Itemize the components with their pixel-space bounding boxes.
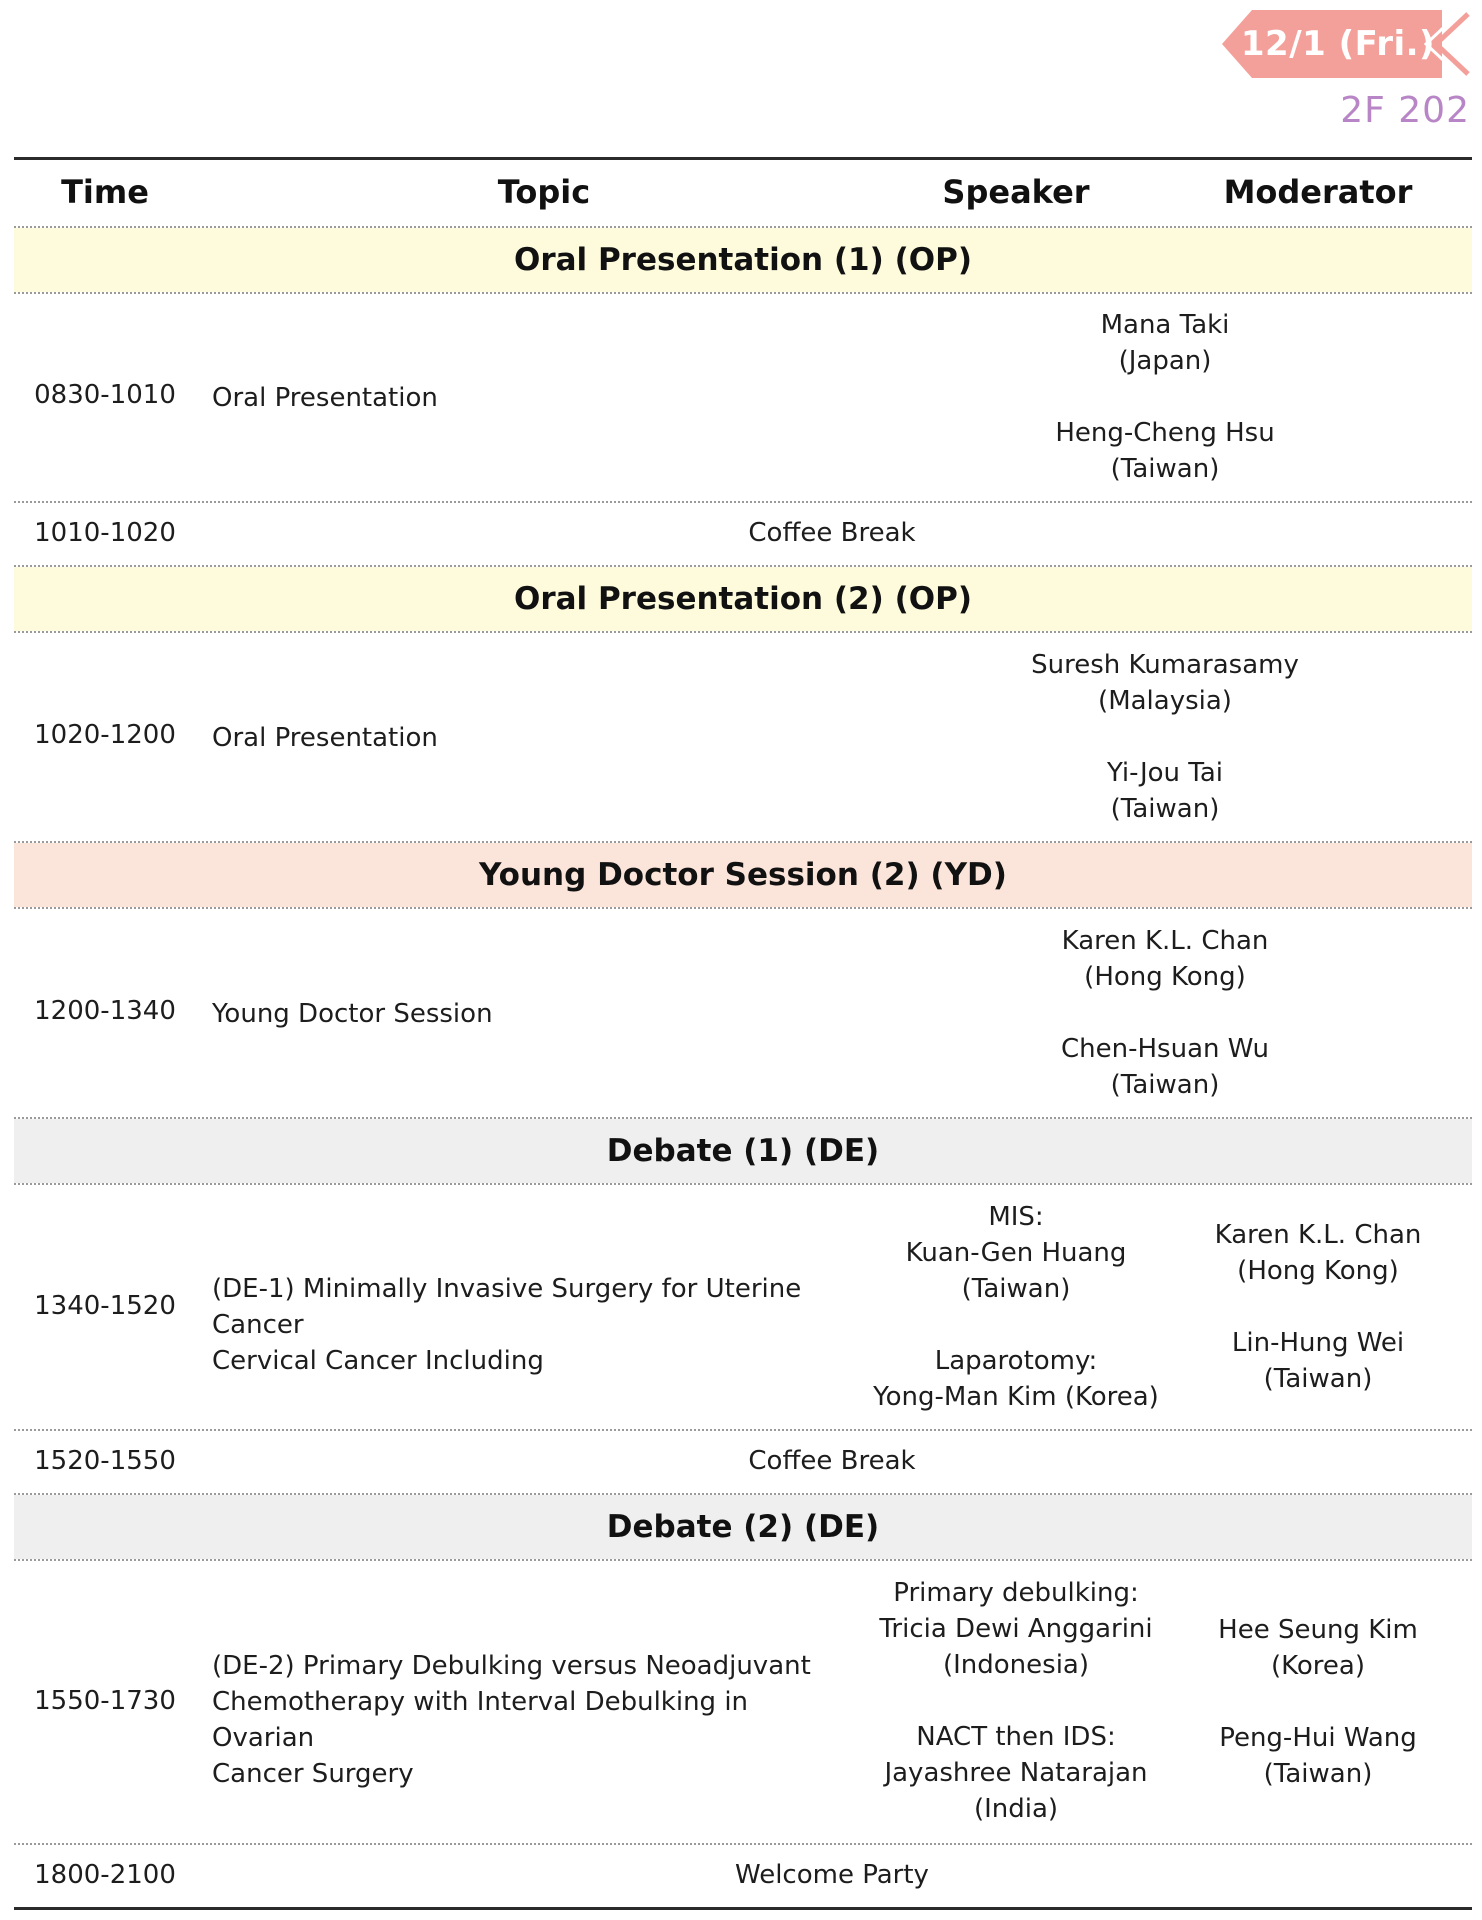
coffee-break-label: Coffee Break [748,1446,916,1476]
moderator-country: (Malaysia) [1098,686,1232,716]
row-speakers [866,1575,1166,1827]
row-topic [212,1648,852,1792]
column-header-topic: Topic [497,173,591,211]
divider [14,1843,1472,1845]
moderator-country: (Korea) [1271,1651,1365,1681]
speaker-role: NACT then IDS: [916,1722,1116,1752]
welcome-party-label: Welcome Party [735,1860,929,1890]
moderator-name: Karen K.L. Chan [1061,926,1269,956]
row-moderators [1168,1612,1468,1792]
divider [14,501,1472,503]
speaker-country: (Taiwan) [961,1274,1071,1304]
speaker-role: Primary debulking: [893,1578,1139,1608]
moderator-name: Mana Taki [1100,310,1230,340]
moderator-name: Peng-Hui Wang [1219,1723,1417,1753]
row-moderators [930,647,1400,827]
table-header [14,160,1472,225]
moderator-country: (Taiwan) [1110,1070,1220,1100]
moderator-name: Chen-Hsuan Wu [1061,1034,1269,1064]
row-moderators [1168,1217,1468,1397]
divider [14,907,1472,909]
row-moderators [930,307,1400,487]
moderator-name: Yi-Jou Tai [1106,758,1224,788]
row-time: 1020-1200 [34,720,176,750]
section-young-doctor-session-2: Young Doctor Session (2) (YD) [14,843,1472,907]
speaker-role: Laparotomy: [934,1346,1098,1376]
row-time: 1340-1520 [34,1291,176,1321]
row-time: 1200-1340 [34,996,176,1026]
row-time: 1520-1550 [34,1446,176,1476]
moderator-country: (Taiwan) [1263,1364,1373,1394]
topic-line: (DE-2) Primary Debulking versus Neoadjuvant [212,1651,811,1681]
column-header-speaker: Speaker [942,173,1090,211]
speaker-country: (India) [973,1794,1059,1824]
speaker-name: Tricia Dewi Anggarini [879,1614,1153,1644]
topic-line: (DE-1) Minimally Invasive Surgery for Uterine Cancer [212,1274,802,1340]
date-badge [1222,10,1472,78]
moderator-name: Karen K.L. Chan [1214,1220,1422,1250]
speaker-name: Yong-Man Kim (Korea) [873,1382,1159,1412]
row-time: 1800-2100 [34,1860,176,1890]
row-time: 1010-1020 [34,518,176,548]
coffee-break-label: Coffee Break [748,518,916,548]
moderator-country: (Hong Kong) [1084,962,1246,992]
speaker-name: Jayashree Natarajan [884,1758,1148,1788]
moderator-country: (Hong Kong) [1237,1256,1399,1286]
row-time: 0830-1010 [34,380,176,410]
section-oral-presentation-1: Oral Presentation (1) (OP) [14,228,1472,292]
moderator-country: (Taiwan) [1110,454,1220,484]
row-topic: Young Doctor Session [212,999,493,1029]
moderator-name: Lin-Hung Wei [1231,1328,1405,1358]
row-topic: Oral Presentation [212,723,438,753]
topic-line: Cervical Cancer Including [212,1346,544,1376]
row-topic [212,1271,852,1379]
divider [14,292,1472,294]
topic-line: Chemotherapy with Interval Debulking in Ovarian [212,1687,749,1753]
divider [14,1183,1472,1185]
divider [14,631,1472,633]
divider [14,1559,1472,1561]
section-debate-2: Debate (2) (DE) [14,1495,1472,1559]
moderator-country: (Taiwan) [1263,1759,1373,1789]
section-oral-presentation-2: Oral Presentation (2) (OP) [14,567,1472,631]
column-header-moderator: Moderator [1223,173,1413,211]
row-time: 1550-1730 [34,1686,176,1716]
row-moderators [930,923,1400,1103]
moderator-country: (Taiwan) [1110,794,1220,824]
row-topic: Oral Presentation [212,383,438,413]
moderator-country: (Japan) [1118,346,1212,376]
moderator-name: Heng-Cheng Hsu [1055,418,1275,448]
topic-line: Cancer Surgery [212,1759,414,1789]
divider [14,1429,1472,1431]
moderator-name: Hee Seung Kim [1218,1615,1418,1645]
row-speakers [866,1199,1166,1415]
moderator-name: Suresh Kumarasamy [1031,650,1299,680]
speaker-name: Kuan-Gen Huang [905,1238,1127,1268]
speaker-country: (Indonesia) [942,1650,1090,1680]
section-debate-1: Debate (1) (DE) [14,1119,1472,1183]
table-bottom-rule [14,1907,1472,1910]
date-label: 12/1 (Fri.) [1240,24,1436,64]
speaker-role: MIS: [988,1202,1044,1232]
room-label: 2F 202 [1340,90,1470,131]
column-header-time: Time [61,173,149,211]
